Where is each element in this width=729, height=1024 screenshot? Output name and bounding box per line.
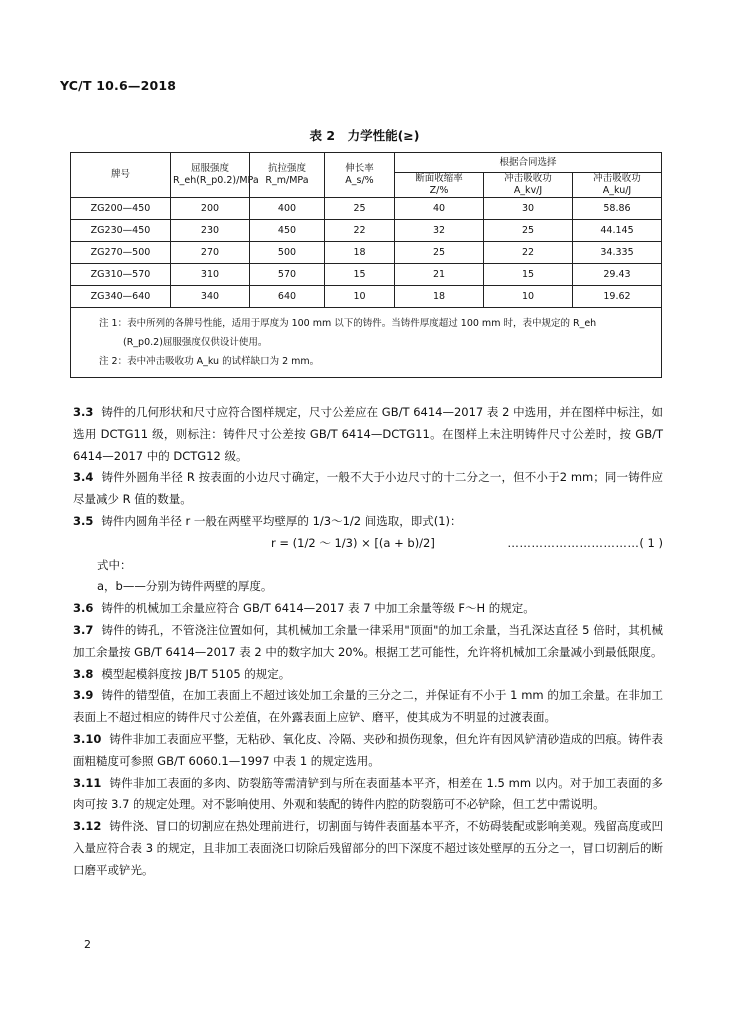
cell-grade: ZG310—570 bbox=[71, 264, 171, 286]
clause-number: 3.6 bbox=[73, 601, 94, 616]
clause-number: 3.11 bbox=[73, 775, 102, 790]
cell-reduction: 40 bbox=[395, 198, 484, 220]
formula-leader-dots: …………………………… bbox=[507, 535, 640, 550]
cell-elongation: 22 bbox=[325, 220, 395, 242]
clause-number: 3.3 bbox=[73, 405, 94, 419]
clause-text: 铸件的错型值，在加工表面上不超过该处加工余量的三分之二，并保证有不小于 1 mm 的加工余量。在非加工表面上不超过相应的铸件尺寸公差值，在外露表面上应铲、磨平，使其成为不明显的过渡表面。 bbox=[73, 688, 663, 725]
header-contract: 根据合同选择 bbox=[395, 153, 662, 173]
table-title: 表 2 力学性能(≥) bbox=[309, 128, 420, 143]
clause-3-9 bbox=[73, 685, 663, 729]
note-1-line-1: 注 1：表中所列的各牌号性能，适用于厚度为 100 mm 以下的铸件。当铸件厚度超过 100 mm 时，表中规定的 R_eh bbox=[99, 318, 597, 329]
clause-text: 铸件浇、冒口的切割应在热处理前进行，切割面与铸件表面基本平齐，不妨碍装配或影响美观。残留高度或凹入量应符合表 3 的规定，且非加工表面浇口切除后残留部分的凹下深度不超过该处壁厚的五分之一，冒口切割后的断口磨平或铲光。 bbox=[73, 819, 663, 877]
standard-code: YC/T 10.6—2018 bbox=[60, 78, 177, 93]
clause-3-12 bbox=[73, 816, 663, 881]
header-reduction-label: 断面收缩率 bbox=[415, 173, 463, 184]
formula-1 bbox=[73, 533, 663, 555]
table-row bbox=[71, 242, 662, 264]
clause-number: 3.4 bbox=[73, 470, 94, 485]
header-reduction-unit: Z/% bbox=[429, 185, 449, 196]
cell-yield: 270 bbox=[171, 242, 250, 264]
clause-text: 铸件的机械加工余量应符合 GB/T 6414—2017 表 7 中加工余量等级 F～H 的规定。 bbox=[101, 601, 535, 616]
note-2: 注 2：表中冲击吸收功 A_ku 的试样缺口为 2 mm。 bbox=[99, 356, 320, 367]
cell-akv: 25 bbox=[484, 220, 573, 242]
clause-number: 3.9 bbox=[73, 688, 94, 703]
header-impact-u-label: 冲击吸收功 bbox=[593, 173, 641, 184]
note-1-line-2: (R_p0.2)屈服强度仅供设计使用。 bbox=[123, 337, 268, 348]
clause-3-5 bbox=[73, 511, 663, 533]
mechanical-properties-table bbox=[70, 152, 662, 378]
table-notes-row bbox=[71, 308, 662, 378]
formula-expression: r = (1/2 ～ 1/3) × [(a + b)/2] bbox=[271, 535, 435, 550]
table-row bbox=[71, 286, 662, 308]
table-row bbox=[71, 198, 662, 220]
cell-reduction: 18 bbox=[395, 286, 484, 308]
cell-yield: 340 bbox=[171, 286, 250, 308]
cell-grade: ZG230—450 bbox=[71, 220, 171, 242]
cell-elongation: 15 bbox=[325, 264, 395, 286]
cell-elongation: 10 bbox=[325, 286, 395, 308]
cell-reduction: 25 bbox=[395, 242, 484, 264]
clause-3-4 bbox=[73, 467, 663, 511]
header-impact-u bbox=[573, 173, 662, 198]
cell-akv: 22 bbox=[484, 242, 573, 264]
header-impact-u-unit: A_ku/J bbox=[602, 185, 632, 196]
table-row bbox=[71, 264, 662, 286]
cell-tensile: 450 bbox=[250, 220, 325, 242]
header-elongation-label: 伸长率 bbox=[345, 163, 374, 174]
cell-aku: 44.145 bbox=[573, 220, 662, 242]
cell-reduction: 32 bbox=[395, 220, 484, 242]
table-row bbox=[71, 220, 662, 242]
header-grade: 牌号 bbox=[71, 153, 171, 198]
clause-number: 3.5 bbox=[73, 513, 94, 528]
header-yield-unit: R_eh(R_p0.2)/MPa bbox=[173, 175, 259, 186]
clause-number: 3.7 bbox=[73, 622, 94, 637]
formula-where-definition: a，b——分别为铸件两壁的厚度。 bbox=[97, 579, 273, 594]
header-reduction bbox=[395, 173, 484, 198]
clause-text: 铸件的几何形状和尺寸应符合图样规定，尺寸公差应在 GB/T 6414—2017 表 2 中选用，并在图样中标注，如选用 DCTG11 级，则标注：铸件尺寸公差按 GB/T 6414—DCTG11。在图样上未注明铸件尺寸公差时，按 GB/T 6414—2017 中的 DCTG12 级。 bbox=[73, 405, 663, 463]
cell-tensile: 570 bbox=[250, 264, 325, 286]
cell-akv: 15 bbox=[484, 264, 573, 286]
cell-elongation: 18 bbox=[325, 242, 395, 264]
cell-yield: 310 bbox=[171, 264, 250, 286]
clause-3-10 bbox=[73, 729, 663, 773]
clause-number: 3.10 bbox=[73, 731, 102, 746]
clause-text: 铸件非加工表面的多肉、防裂筋等需清铲到与所在表面基本平齐，相差在 1.5 mm 以内。对于加工表面的多肉可按 3.7 的规定处理。对不影响使用、外观和装配的铸件内腔的防裂筋可不必铲除，但工艺中需说明。 bbox=[73, 775, 663, 812]
header-yield bbox=[171, 153, 259, 198]
header-elongation bbox=[325, 153, 395, 198]
clause-text: 模型起模斜度按 JB/T 5105 的规定。 bbox=[101, 666, 291, 681]
body-text bbox=[73, 402, 663, 882]
cell-aku: 19.62 bbox=[573, 286, 662, 308]
formula-where-label: 式中： bbox=[97, 557, 132, 572]
cell-tensile: 400 bbox=[250, 198, 325, 220]
cell-akv: 30 bbox=[484, 198, 573, 220]
clause-text: 铸件的铸孔，不管浇注位置如何，其机械加工余量一律采用"顶面"的加工余量，当孔深达直径 5 倍时，其机械加工余量按 GB/T 6414—2017 表 2 中的数字加大 20%。根据工艺可能性，允许将机械加工余量减小到最低限度。 bbox=[73, 622, 663, 659]
cell-akv: 10 bbox=[484, 286, 573, 308]
header-tensile bbox=[250, 153, 325, 198]
clause-3-6 bbox=[73, 598, 663, 620]
header-elongation-unit: A_s/% bbox=[345, 175, 374, 186]
clause-text: 铸件外圆角半径 R 按表面的小边尺寸确定，一般不大于小边尺寸的十二分之一，但不小于2 mm；同一铸件应尽量减少 R 值的数量。 bbox=[73, 470, 663, 507]
clause-text: 铸件内圆角半径 r 一般在两壁平均壁厚的 1/3～1/2 间选取，即式(1)： bbox=[101, 513, 462, 528]
cell-elongation: 25 bbox=[325, 198, 395, 220]
cell-reduction: 21 bbox=[395, 264, 484, 286]
clause-3-8 bbox=[73, 664, 663, 686]
cell-aku: 29.43 bbox=[573, 264, 662, 286]
formula-number: ( 1 ) bbox=[639, 535, 663, 550]
clause-number: 3.8 bbox=[73, 666, 94, 681]
table-header-row bbox=[71, 153, 662, 173]
header-yield-label: 屈服强度 bbox=[190, 163, 229, 174]
cell-yield: 200 bbox=[171, 198, 250, 220]
table-notes bbox=[71, 308, 662, 378]
cell-tensile: 640 bbox=[250, 286, 325, 308]
clause-3-11 bbox=[73, 773, 663, 817]
clause-3-3 bbox=[73, 402, 663, 467]
cell-grade: ZG200—450 bbox=[71, 198, 171, 220]
cell-grade: ZG340—640 bbox=[71, 286, 171, 308]
clause-text: 铸件非加工表面应平整，无粘砂、氧化皮、冷隔、夹砂和损伤现象，但允许有因风铲清砂造成的凹痕。铸件表面粗糙度可参照 GB/T 6060.1—1997 中表 1 的规定选用。 bbox=[73, 731, 663, 768]
header-tensile-unit: R_m/MPa bbox=[265, 175, 309, 186]
header-impact-v-label: 冲击吸收功 bbox=[504, 173, 552, 184]
clause-3-7 bbox=[73, 620, 663, 664]
header-impact-v bbox=[484, 173, 573, 198]
cell-aku: 34.335 bbox=[573, 242, 662, 264]
cell-tensile: 500 bbox=[250, 242, 325, 264]
cell-aku: 58.86 bbox=[573, 198, 662, 220]
page-number: 2 bbox=[84, 938, 91, 951]
header-impact-v-unit: A_kv/J bbox=[513, 185, 543, 196]
cell-grade: ZG270—500 bbox=[71, 242, 171, 264]
cell-yield: 230 bbox=[171, 220, 250, 242]
header-tensile-label: 抗拉强度 bbox=[267, 163, 306, 174]
clause-number: 3.12 bbox=[73, 819, 102, 834]
